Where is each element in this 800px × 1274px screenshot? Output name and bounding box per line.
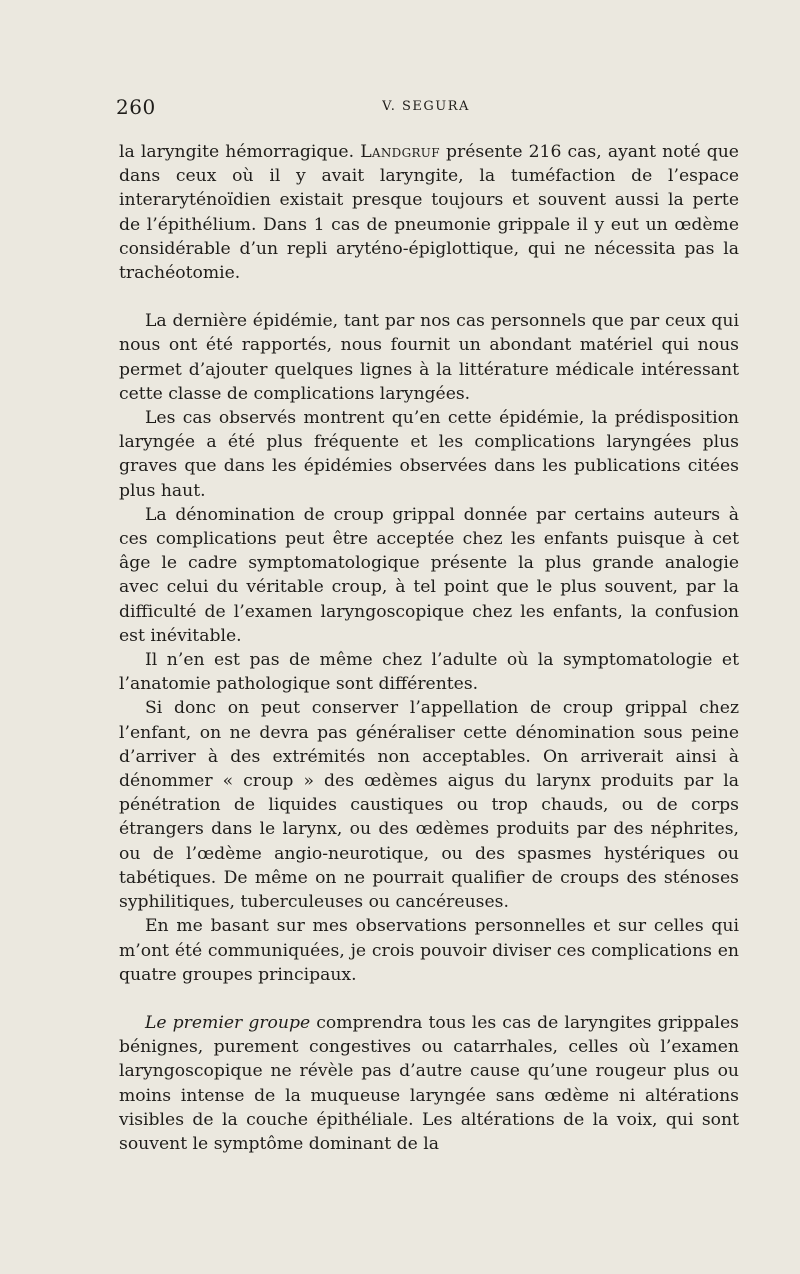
paragraph-8 — [119, 1011, 739, 1156]
body-text — [119, 140, 739, 1156]
paragraph-1-text-b: présente 216 cas, ayant noté que dans ceux où il y avait laryngite, la tuméfaction de l’espace interaryténoïdien existait presque toujours et souvent aussi la perte de l’épithélium. Dans 1 cas de pneumonie grippale il y eut un œdème considérable d’un repli aryténo-épiglottique, qui ne nécessita pas la trachéotomie. — [119, 142, 739, 284]
page-header — [116, 95, 736, 123]
paragraph-7: En me basant sur mes observations personnelles et sur celles qui m’ont été communiquées, je crois pouvoir diviser ces complications en quatre groupes principaux. — [119, 916, 739, 985]
paragraph-5: Il n’en est pas de même chez l’adulte où la symptomatologie et l’anatomie pathologique sont différentes. — [119, 650, 739, 695]
group-heading: Le premier groupe — [145, 1012, 311, 1033]
paragraph-8-text: comprendra tous les cas de laryngites grippales bénignes, purement congestives ou catarrhales, celles où l’examen laryngoscopique ne révèle pas d’autre cause qu’une rougeur plus ou moins intense de la muqueuse laryngée sans œdème ni altérations visibles de la couche épithéliale. Les altérations de la voix, qui sont souvent le symptôme dominant de la — [119, 1012, 739, 1154]
author-name: Landgruf — [360, 142, 440, 162]
running-head: V. SEGURA — [382, 99, 470, 114]
paragraph-1-text-a: la laryngite hémorragique. — [119, 142, 361, 162]
paragraph-2: La dernière épidémie, tant par nos cas personnels que par ceux qui nous ont été rapportés, nous fournit un abondant matériel qui nous permet d’ajouter quelques lignes à la littérature médicale intéressant cette classe de complications laryngées. — [119, 311, 739, 404]
paragraph-3: Les cas observés montrent qu’en cette épidémie, la prédisposition laryngée a été plus fréquente et les complications laryngées plus graves que dans les épidémies observées dans les publications citées plus haut. — [119, 408, 739, 501]
paragraph-4: La dénomination de croup grippal donnée par certains auteurs à ces complications peut être acceptée chez les enfants puisque à cet âge le cadre symptomatologique présente la plus grande analogie avec celui du véritable croup, à tel point que le plus souvent, par la difficulté de l’examen laryngoscopique chez les enfants, la confusion est inévitable. — [119, 504, 739, 646]
paragraph-6: Si donc on peut conserver l’appellation de croup grippal chez l’enfant, on ne devra pas généraliser cette dénomination sous peine d’arriver à des extrémités non acceptables. On arriverait ainsi à dénommer « croup » des œdèmes aigus du larynx produits par la pénétration de liquides caustiques ou trop chauds, ou de corps étrangers dans le larynx, ou des œdèmes produits par des néphrites, ou de l’œdème angio-neurotique, ou des spasmes hystériques ou tabétiques. De même on ne pourrait qualifier de croups des sténoses syphilitiques, tuberculeuses ou cancéreuses. — [119, 698, 739, 913]
paragraph-1 — [119, 140, 739, 285]
page-number: 260 — [116, 95, 156, 119]
